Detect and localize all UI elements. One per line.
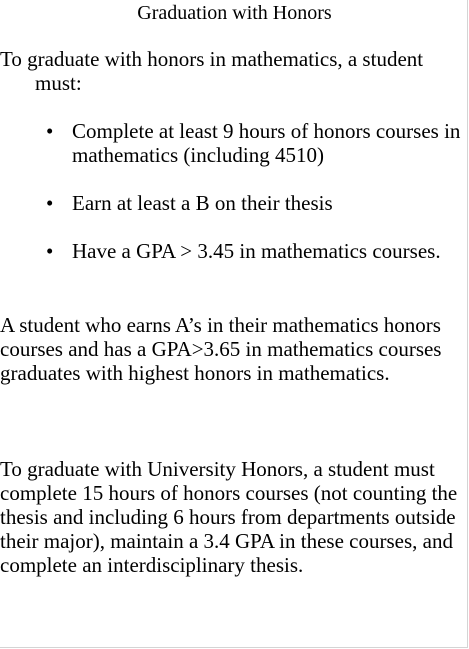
bullet-icon: • (46, 239, 54, 263)
list-item-text: Complete at least 9 hours of honors courses in mathematics (including 4510) (72, 119, 461, 167)
bullet-icon: • (46, 119, 54, 143)
university-honors-paragraph: To graduate with University Honors, a student must complete 15 hours of honors courses (not counting the thesis and including 6 hours from departments outside their major), maintain a 3.4 GPA in these courses, and complete an interdisciplinary thesis. (0, 457, 458, 577)
page-title: Graduation with Honors (137, 2, 332, 24)
bullet-icon: • (46, 191, 54, 215)
requirements-list (0, 119, 469, 287)
list-item-text: Have a GPA > 3.45 in mathematics courses. (72, 239, 441, 263)
list-item (0, 119, 469, 167)
list-item-text: Earn at least a B on their thesis (72, 191, 333, 215)
list-item (0, 239, 469, 263)
list-item (0, 191, 469, 215)
highest-honors-paragraph: A student who earns A’s in their mathematics honors courses and has a GPA>3.65 in mathematics courses graduates with highest honors in mathematics. (0, 313, 442, 385)
intro-paragraph: To graduate with honors in mathematics, a student must: (0, 47, 424, 95)
